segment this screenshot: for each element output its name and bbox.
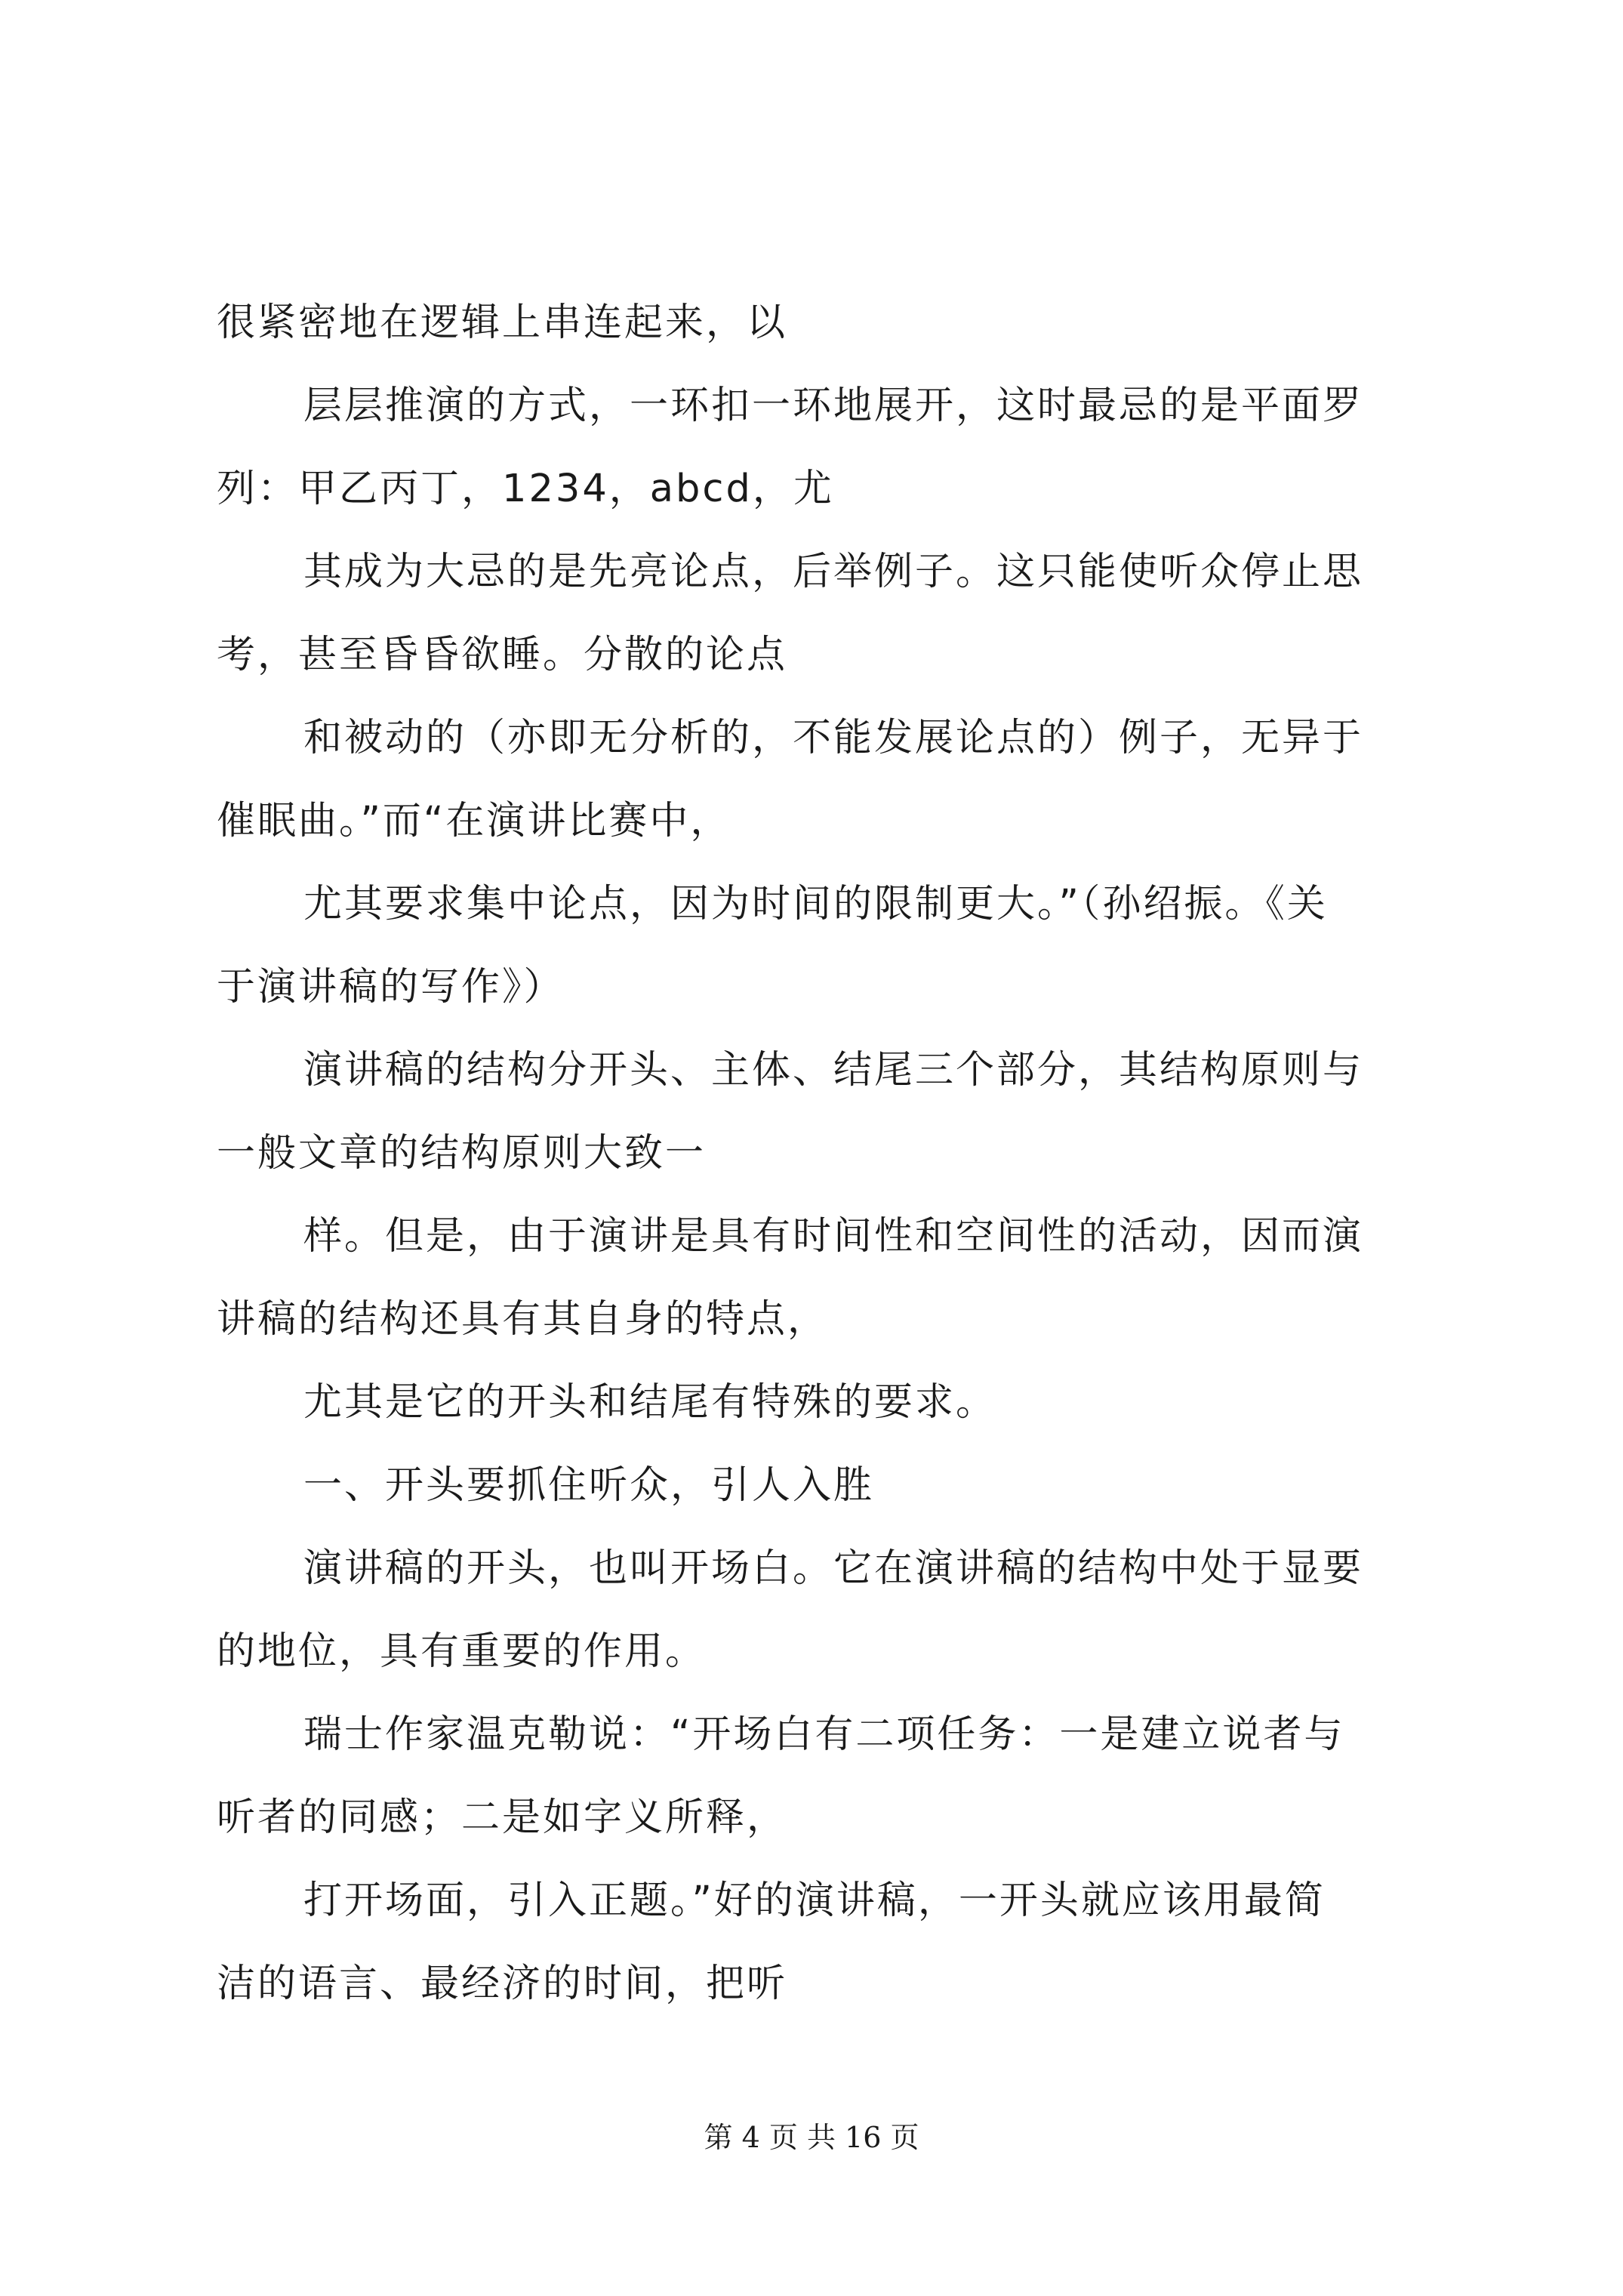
text-line-12: 样。但是，由于演讲是具有时间性和空间性的活动，因而演 xyxy=(303,1214,1364,1259)
text-line-14: 尤其是它的开头和结尾有特殊的要求。 xyxy=(303,1380,997,1425)
text-line-16: 演讲稿的开头，也叫开场白。它在演讲稿的结构中处于显要 xyxy=(303,1546,1364,1591)
text-line-13: 讲稿的结构还具有其自身的特点， xyxy=(217,1297,829,1342)
text-line-8: 尤其要求集中论点，因为时间的限制更大。”（孙绍振。《关 xyxy=(303,882,1328,926)
text-line-6: 和被动的（亦即无分析的，不能发展论点的）例子，无异于 xyxy=(303,716,1364,760)
text-line-5: 考，甚至昏昏欲睡。分散的论点 xyxy=(217,633,788,677)
page-footer xyxy=(0,2119,1623,2156)
text-line-9: 于演讲稿的写作》） xyxy=(217,965,565,1009)
text-line-10: 演讲稿的结构分开头、主体、结尾三个部分，其结构原则与 xyxy=(303,1048,1364,1093)
text-line-18: 瑞士作家温克勒说：“开场白有二项任务：一是建立说者与 xyxy=(303,1712,1345,1757)
text-line-4: 其成为大忌的是先亮论点，后举例子。这只能使听众停止思 xyxy=(303,550,1364,594)
text-line-2: 层层推演的方式，一环扣一环地展开，这时最忌的是平面罗 xyxy=(303,384,1364,428)
text-line-11: 一般文章的结构原则大致一 xyxy=(217,1131,707,1176)
text-line-20: 打开场面，引入正题。”好的演讲稿，一开头就应该用最简 xyxy=(303,1878,1326,1923)
text-line-21: 洁的语言、最经济的时间，把听 xyxy=(217,1962,788,2006)
text-line-17: 的地位，具有重要的作用。 xyxy=(217,1629,707,1674)
text-line-3: 列：甲乙丙丁，1234，abcd，尤 xyxy=(217,467,834,511)
text-line-1: 很紧密地在逻辑上串连起来，以 xyxy=(217,300,788,345)
text-line-7: 催眠曲。”而“在演讲比赛中， xyxy=(217,799,731,843)
page-number-label: 第 4 页 共 16 页 xyxy=(704,2121,919,2154)
section-heading: 一、开头要抓住听众，引人入胜 xyxy=(303,1463,875,1508)
text-line-19: 听者的同感；二是如字义所释， xyxy=(217,1795,788,1840)
